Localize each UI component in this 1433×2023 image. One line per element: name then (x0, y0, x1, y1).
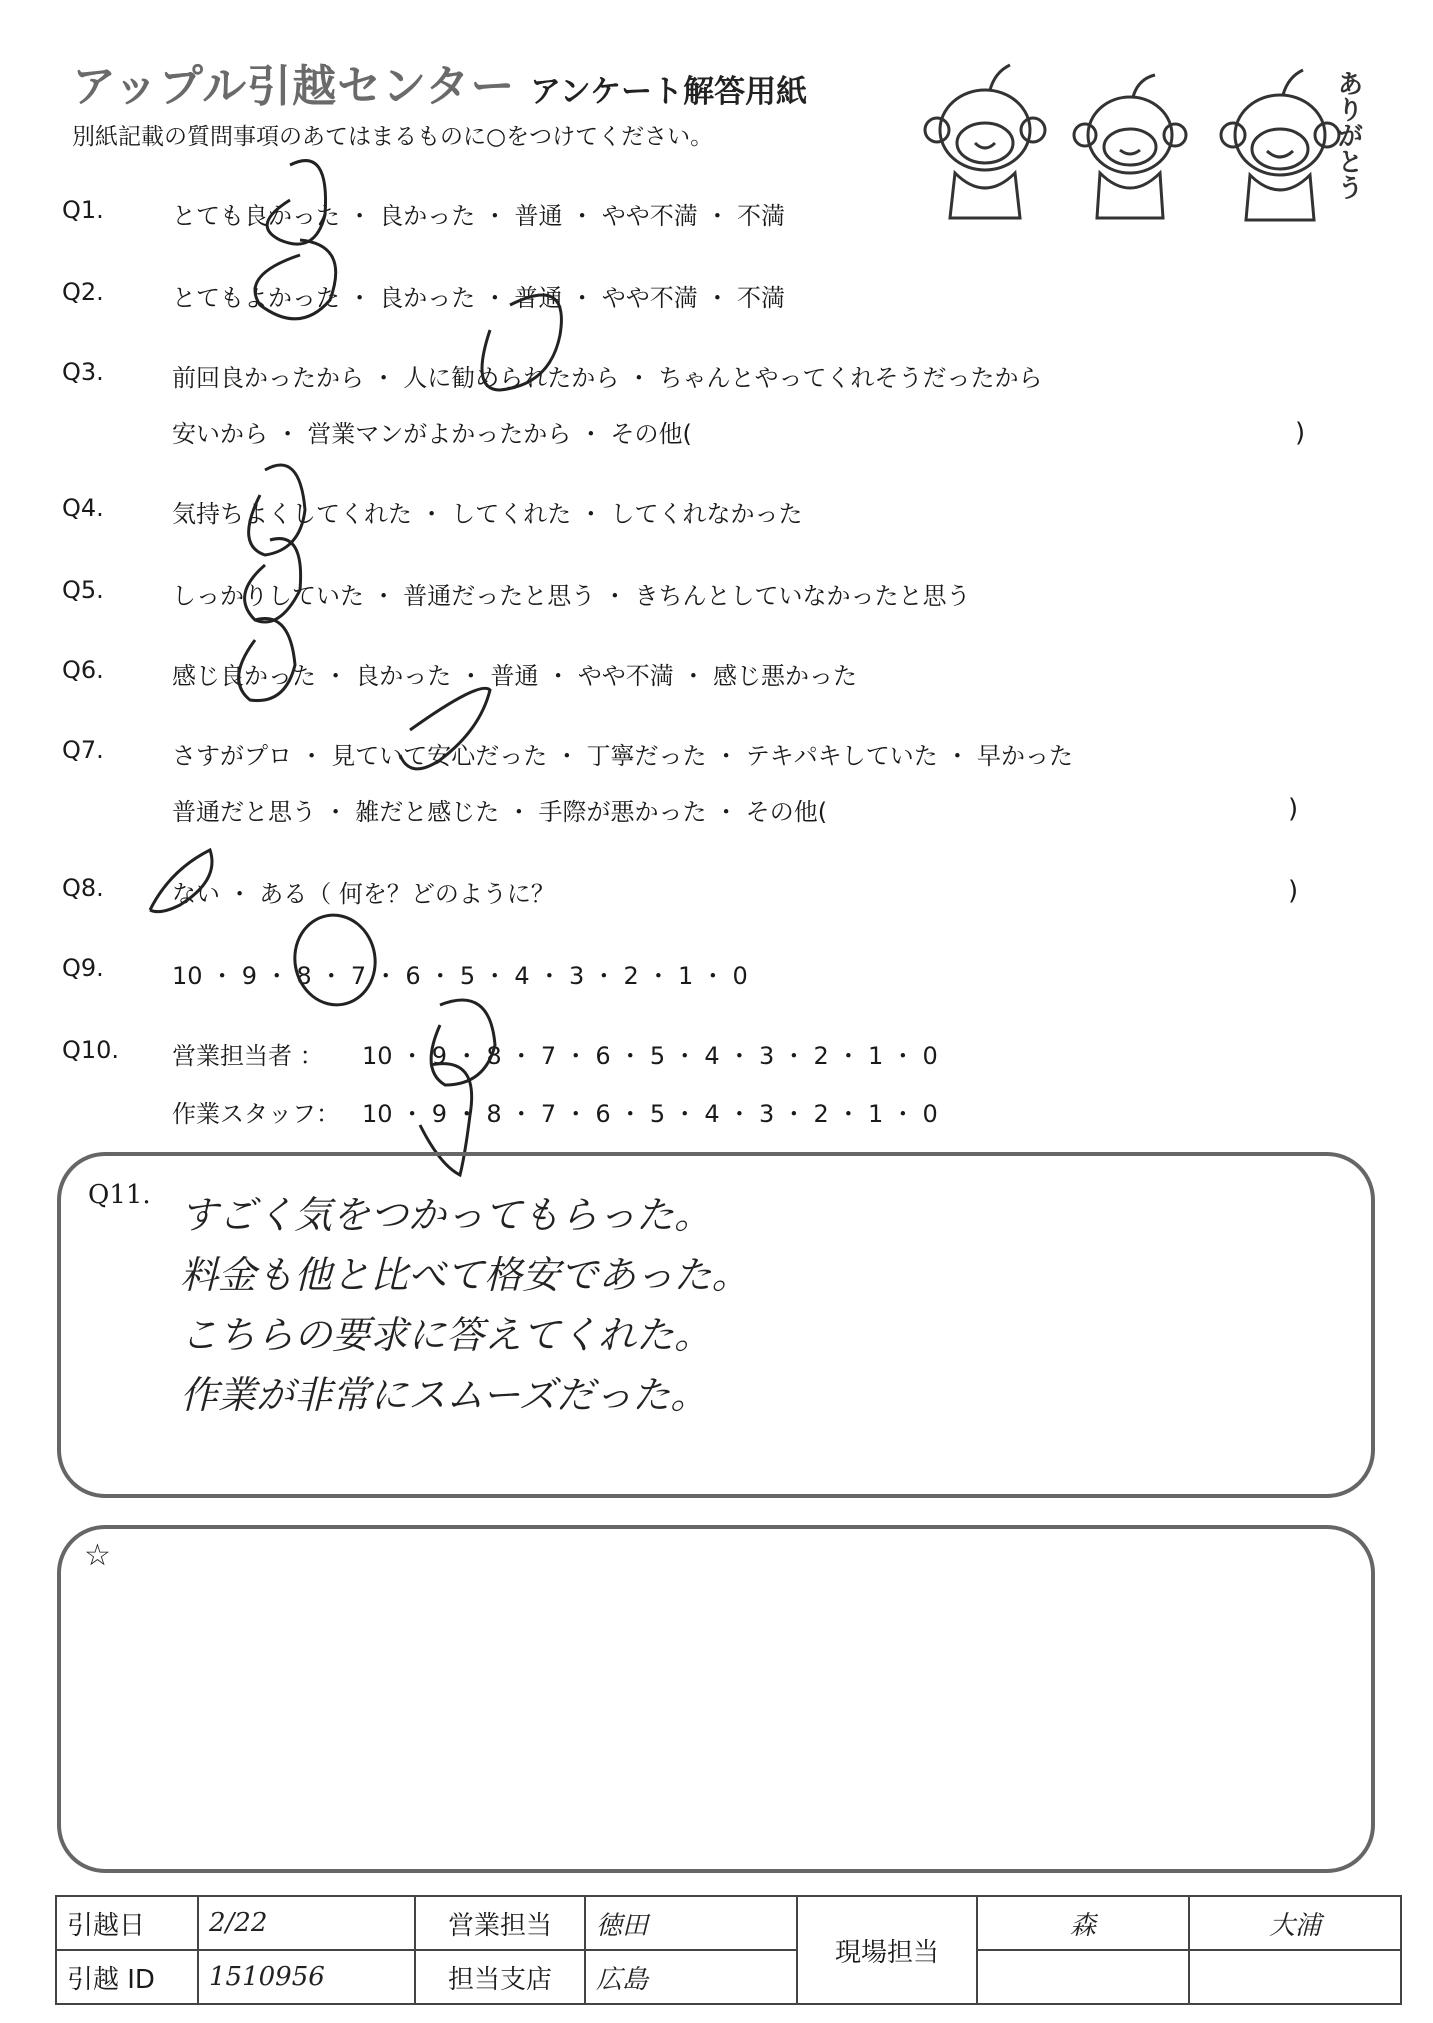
q10-sales-scale: 10 ・ 9 ・ 8 ・ 7 ・ 6 ・ 5 ・ 4 ・ 3 ・ 2 ・ 1 ・ 0 (362, 1042, 938, 1070)
q2-number: Q2. (62, 278, 104, 306)
q10-staff-label: 作業スタッフ： (172, 1100, 340, 1128)
q6-answer-circle (239, 618, 295, 700)
branch-value: 広島 (585, 1950, 797, 2004)
q8-number: Q8. (62, 874, 104, 902)
q6-number: Q6. (62, 656, 104, 684)
q3-options-line2: 安いから ・ 営業マンがよかったから ・ その他( (172, 420, 692, 448)
q11-answer-line: 作業が非常にスムーズだった。 (180, 1373, 709, 1417)
q11-answer-line: こちらの要求に答えてくれた。 (180, 1313, 713, 1357)
q1-options: とても良かった ・ 良かった ・ 普通 ・ やや不満 ・ 不満 (172, 202, 786, 230)
site-staff-empty-cell (977, 1950, 1189, 2004)
q5-answer-circle (245, 539, 301, 622)
brand-title: アップル引越センター (72, 61, 516, 112)
free-comment-box (57, 1525, 1375, 1873)
site-staff-empty-cell (1189, 1950, 1401, 2004)
q4-options: 気持ちよくしてくれた ・ してくれた ・ してくれなかった (172, 500, 803, 528)
move-info-table (55, 1895, 1402, 2005)
thanks-text: ありがとう (1333, 70, 1363, 200)
q10-number: Q10. (62, 1036, 120, 1064)
move-id-label: 引越 ID (56, 1950, 198, 2004)
q7-options-line2: 普通だと思う ・ 雑だと感じた ・ 手際が悪かった ・ その他( (172, 798, 828, 826)
move-date-label: 引越日 (56, 1896, 198, 1950)
q11-answer-line: すごく気をつかってもらった。 (180, 1193, 713, 1237)
q11-handwritten-answer (180, 1185, 750, 1425)
sales-rep-value: 徳田 (585, 1896, 797, 1950)
q3-options-line1: 前回良かったから ・ 人に勧められたから ・ ちゃんとやってくれそうだったから (172, 364, 1043, 392)
q1-answer-circle (267, 161, 325, 245)
q4-answer-circle (249, 465, 305, 555)
q2-answer-circle (255, 240, 336, 319)
site-staff-1-value: 森 (977, 1896, 1189, 1950)
q10-staff-scale: 10 ・ 9 ・ 8 ・ 7 ・ 6 ・ 5 ・ 4 ・ 3 ・ 2 ・ 1 ・ 0 (362, 1100, 938, 1128)
q11-answer-line: 料金も他と比べて格安であった。 (180, 1253, 750, 1297)
q9-scale: 10 ・ 9 ・ 8 ・ 7 ・ 6 ・ 5 ・ 4 ・ 3 ・ 2 ・ 1 ・ 0 (172, 962, 748, 990)
q7-close-paren: ) (1288, 794, 1299, 824)
q11-number: Q11. (88, 1180, 151, 1210)
q7-number: Q7. (62, 736, 104, 764)
q9-answer-circle (288, 909, 382, 1012)
q7-options-line1: さすがプロ ・ 見ていて安心だった ・ 丁寧だった ・ テキパキしていた ・ 早かった (172, 742, 1074, 770)
site-staff-2-value: 大浦 (1189, 1896, 1401, 1950)
branch-label: 担当支店 (415, 1950, 585, 2004)
move-id-value: 1510956 (198, 1950, 415, 2004)
q4-number: Q4. (62, 494, 104, 522)
q2-options: とてもよかった ・ 良かった ・ 普通 ・ やや不満 ・ 不満 (172, 284, 786, 312)
q8-options: ない ・ ある（ 何を？どのように？ (172, 880, 555, 908)
q3-answer-circle (482, 295, 561, 390)
move-date-value: 2/22 (198, 1896, 415, 1950)
q1-number: Q1. (62, 196, 104, 224)
sales-rep-label: 営業担当 (415, 1896, 585, 1950)
form-subtitle: アンケート解答用紙 (530, 74, 808, 110)
q5-number: Q5. (62, 576, 104, 604)
q6-options: 感じ良かった ・ 良かった ・ 普通 ・ やや不満 ・ 感じ悪かった (172, 662, 858, 690)
star-icon: ☆ (84, 1538, 111, 1573)
q3-number: Q3. (62, 358, 104, 386)
site-staff-label: 現場担当 (797, 1896, 977, 2004)
q10-sales-label: 営業担当者 ： (172, 1042, 324, 1070)
q9-number: Q9. (62, 954, 104, 982)
q5-options: しっかりしていた ・ 普通だったと思う ・ きちんとしていなかったと思う (172, 582, 971, 610)
q3-close-paren: ) (1295, 418, 1306, 448)
q8-answer-circle (150, 850, 212, 912)
instruction-text: 別紙記載の質問事項のあてはまるものに○をつけてください。 (72, 124, 714, 150)
q7-answer-circle (400, 688, 490, 769)
q8-close-paren: ) (1288, 876, 1299, 906)
